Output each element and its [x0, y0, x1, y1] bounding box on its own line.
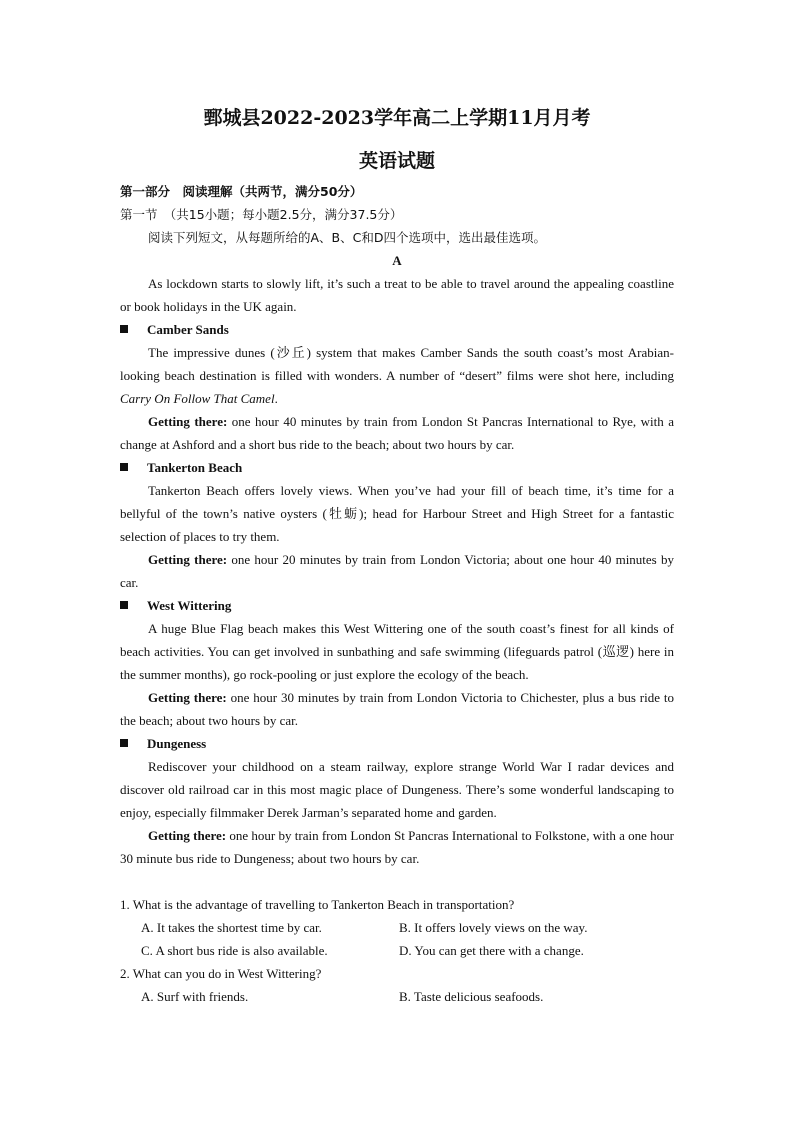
- section-heading-dungeness: Dungeness: [120, 732, 674, 755]
- question-2-options-row-1: [120, 985, 674, 1008]
- exam-title: 鄄城县2022-2023学年高二上学期11月月考: [203, 107, 591, 129]
- bullet-square-icon: [120, 463, 128, 471]
- option-1b[interactable]: B. It offers lovely views on the way.: [399, 920, 588, 935]
- exam-body: [120, 180, 674, 1008]
- section-heading-tankerton-beach: Tankerton Beach: [120, 456, 674, 479]
- option-2a[interactable]: A. Surf with friends.: [141, 989, 249, 1004]
- bullet-square-icon: [120, 739, 128, 747]
- bullet-square-icon: [120, 601, 128, 609]
- spacer: [120, 870, 674, 893]
- section-heading: 第一节 （共15小题；每小题2.5分，满分37.5分）: [120, 207, 403, 222]
- option-1a[interactable]: A. It takes the shortest time by car.: [141, 920, 322, 935]
- getting-there-west-wittering: Getting there: one hour 30 minutes by train from London Victoria to Chichester, plus a bus ride to the beach; about two hours by car.: [120, 690, 674, 728]
- option-1d[interactable]: D. You can get there with a change.: [399, 943, 584, 958]
- part-heading: 第一部分 阅读理解（共两节，满分50分）: [120, 184, 363, 199]
- question-1-options-row-2: [120, 939, 674, 962]
- film-title: Carry On Follow That Camel: [120, 391, 275, 406]
- question-2-stem: 2. What can you do in West Wittering?: [120, 966, 322, 981]
- getting-there-tankerton-beach: Getting there: one hour 20 minutes by train from London Victoria; about one hour 40 minutes by car.: [120, 552, 674, 590]
- exam-subtitle: 英语试题: [358, 150, 435, 172]
- section-text-dungeness: Rediscover your childhood on a steam railway, explore strange World War I radar devices and discover old railroad car in this most magic place of Dungeness. There’s some wonderful landscaping to enjoy, especially filmmaker Derek Jarman’s separated home and garden.: [120, 759, 674, 820]
- directions: 阅读下列短文，从每题所给的A、B、C和D四个选项中，选出最佳选项。: [148, 230, 546, 245]
- section-text-camber-sands: The impressive dunes (沙丘) system that makes Camber Sands the south coast’s most Arabian-looking beach destination is filled with wonders. A number of “desert” films were shot here, including Carry On Follow That Camel.: [120, 345, 674, 406]
- option-2b[interactable]: B. Taste delicious seafoods.: [399, 989, 544, 1004]
- question-1-options-row-1: [120, 916, 674, 939]
- bullet-square-icon: [120, 325, 128, 333]
- section-text-tankerton-beach: Tankerton Beach offers lovely views. When you’ve had your fill of beach time, it’s time for a bellyful of the town’s native oysters (牡蛎); head for Harbour Street and High Street for a fantastic selection of places to try them.: [120, 483, 674, 544]
- passage-intro: As lockdown starts to slowly lift, it’s such a treat to be able to travel around the appealing coastline or book holidays in the UK again.: [120, 276, 674, 314]
- passage-label: A: [392, 253, 402, 268]
- section-heading-west-wittering: West Wittering: [120, 594, 674, 617]
- question-1-stem: 1. What is the advantage of travelling to Tankerton Beach in transportation?: [120, 897, 515, 912]
- section-text-west-wittering: A huge Blue Flag beach makes this West Wittering one of the south coast’s finest for all kinds of beach activities. You can get involved in sunbathing and safe swimming (lifeguards patrol (巡逻) here in the summer months), go rock-pooling or just explore the ecology of the beach.: [120, 621, 674, 682]
- option-1c[interactable]: C. A short bus ride is also available.: [141, 943, 328, 958]
- getting-there-camber-sands: Getting there: one hour 40 minutes by train from London St Pancras International to Rye, with a change at Ashford and a short bus ride to the beach; about two hours by car.: [120, 414, 674, 452]
- section-heading-camber-sands: Camber Sands: [120, 318, 674, 341]
- getting-there-dungeness: Getting there: one hour by train from London St Pancras International to Folkstone, with a one hour 30 minute bus ride to Dungeness; about two hours by car.: [120, 828, 674, 866]
